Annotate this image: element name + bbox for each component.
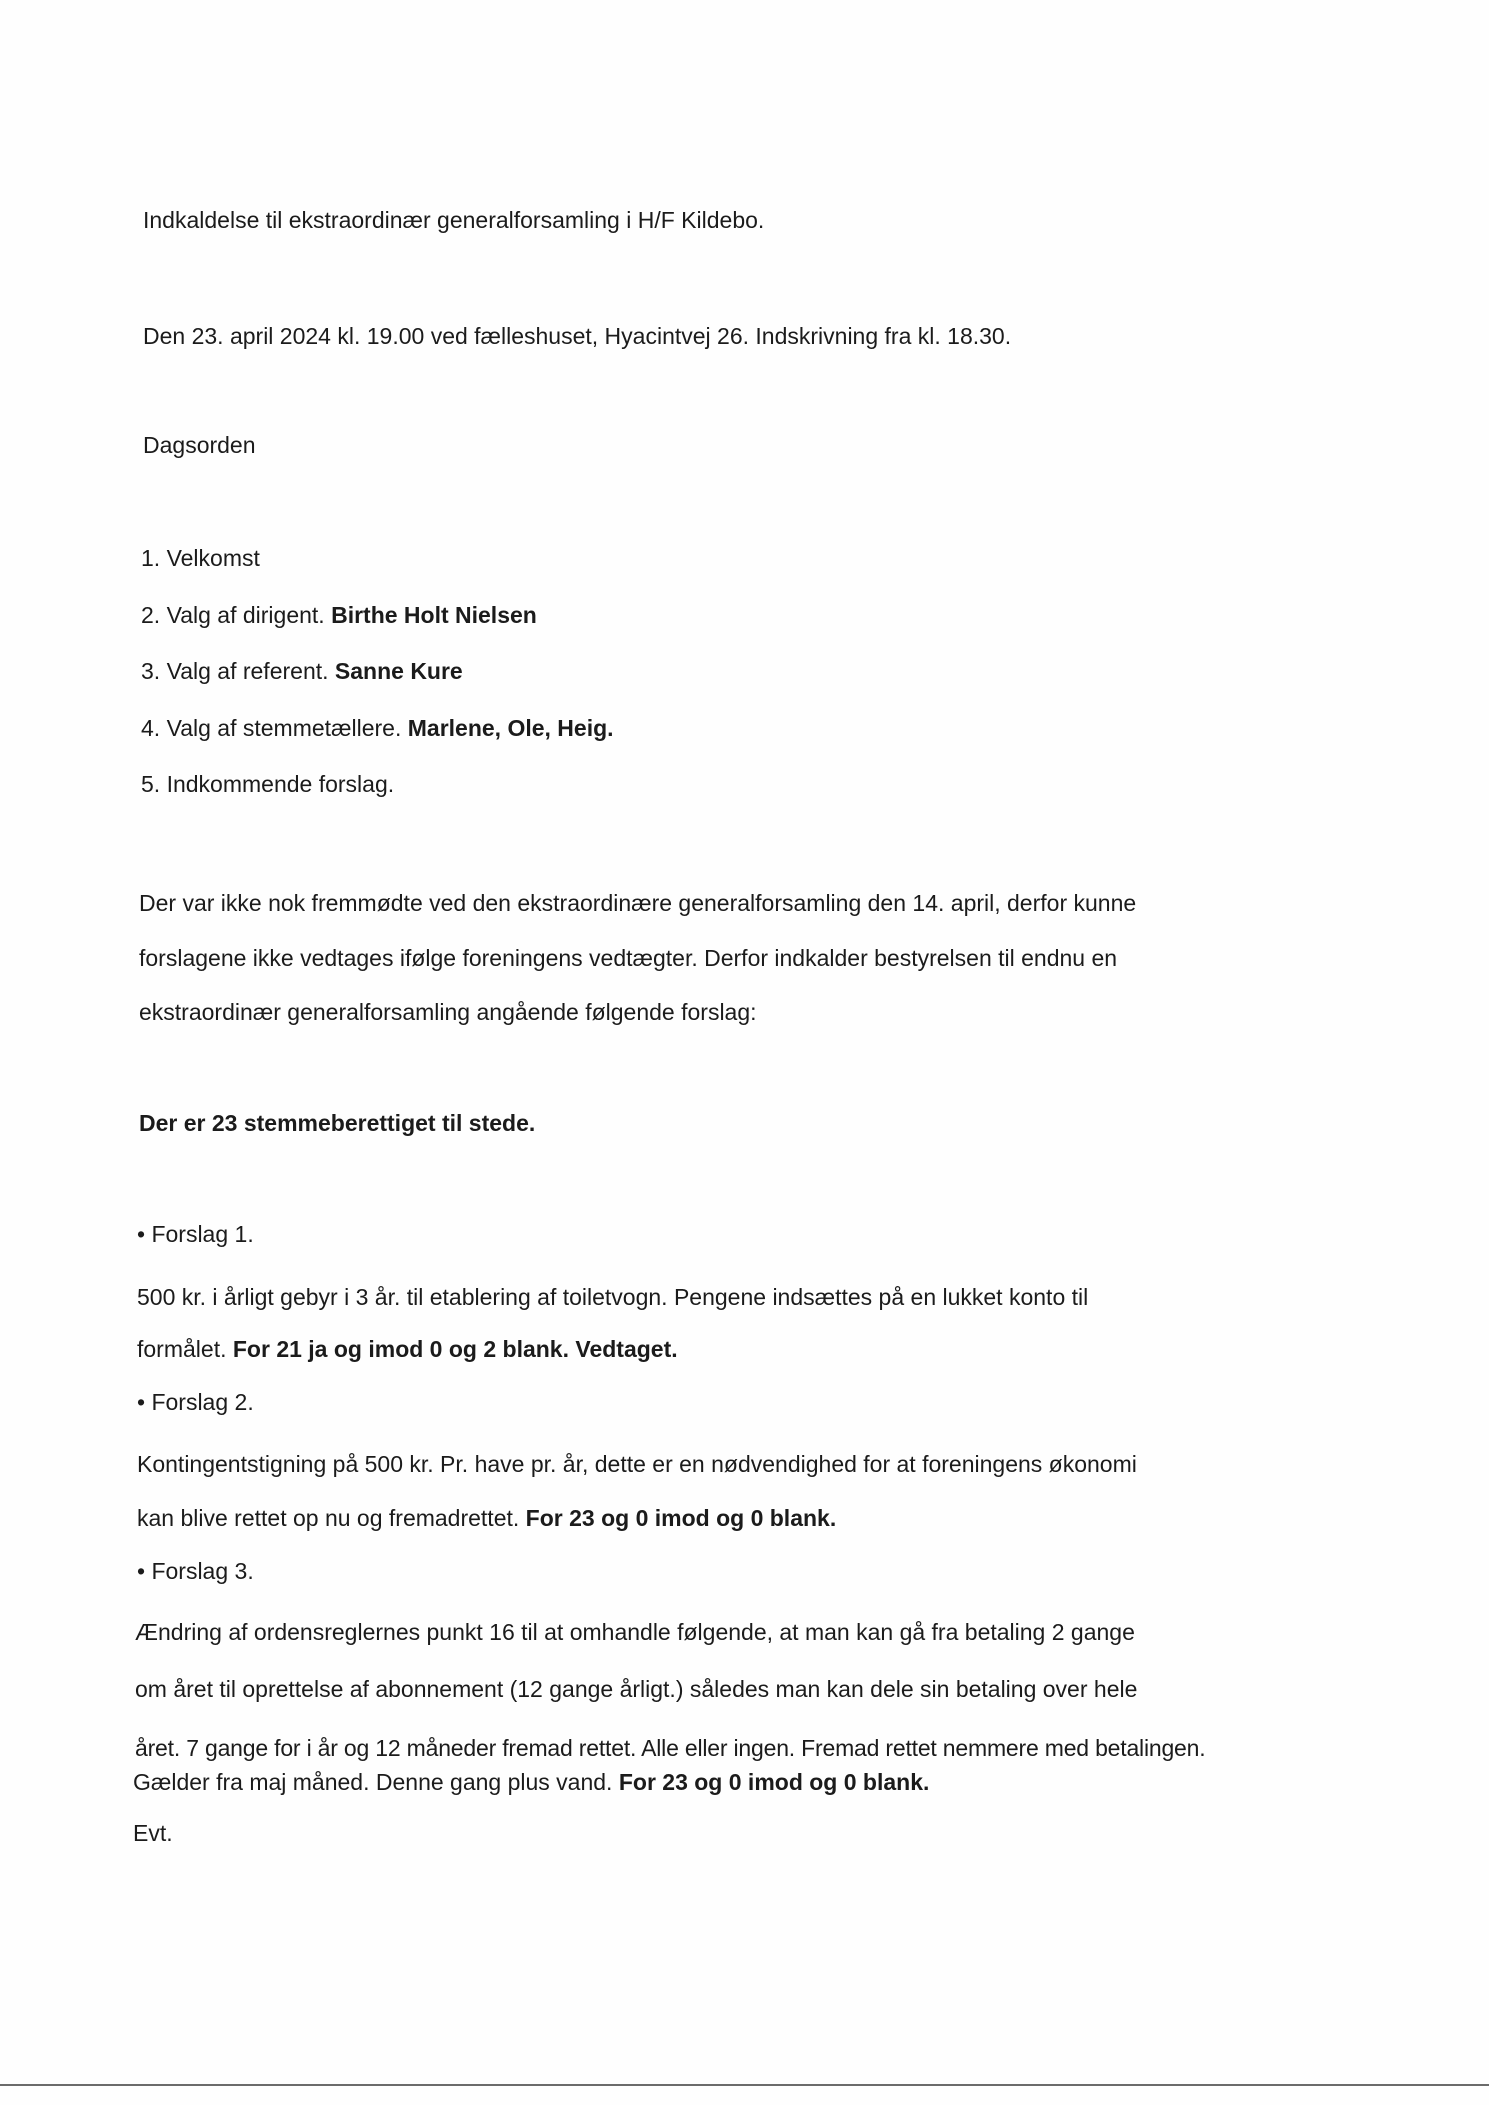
proposal-3-text: året. 7 gange for i år og 12 måneder fremad rettet. Alle eller ingen. Fremad rettet nemmere med betalingen. — [135, 1735, 1206, 1761]
intro-line: ekstraordinær generalforsamling angående følgende forslag: — [139, 999, 757, 1025]
proposal-3-heading: • Forslag 3. — [137, 1558, 254, 1584]
agenda-item: 4. Valg af stemmetællere. Marlene, Ole, Heig. — [141, 715, 614, 741]
proposal-2-text: Kontingentstigning på 500 kr. Pr. have pr. år, dette er en nødvendighed for at foreningens økonomi — [137, 1451, 1137, 1477]
intro-line: Der var ikke nok fremmødte ved den ekstraordinære generalforsamling den 14. april, derfor kunne — [139, 890, 1137, 916]
document-title: Indkaldelse til ekstraordinær generalforsamling i H/F Kildebo. — [143, 207, 765, 233]
page-bottom-rule — [0, 2084, 1489, 2086]
intro-line: forslagene ikke vedtages ifølge foreningens vedtægter. Derfor indkalder bestyrelsen til endnu en — [139, 945, 1118, 971]
agenda-item: 2. Valg af dirigent. Birthe Holt Nielsen — [141, 602, 537, 628]
proposal-3-text: Ændring af ordensreglernes punkt 16 til at omhandle følgende, at man kan gå fra betaling 2 gange — [135, 1619, 1135, 1645]
agenda-heading: Dagsorden — [143, 432, 256, 458]
proposal-1-heading: • Forslag 1. — [137, 1221, 254, 1247]
closing-item: Evt. — [133, 1820, 173, 1846]
proposal-1-text: 500 kr. i årligt gebyr i 3 år. til etablering af toiletvogn. Pengene indsættes på en lukket konto til — [137, 1284, 1089, 1310]
proposal-3-result: Gælder fra maj måned. Denne gang plus vand. For 23 og 0 imod og 0 blank. — [133, 1769, 930, 1795]
agenda-item: 1. Velkomst — [141, 545, 260, 571]
agenda-item: 5. Indkommende forslag. — [141, 771, 395, 797]
proposal-2-result: kan blive rettet op nu og fremadrettet. For 23 og 0 imod og 0 blank. — [137, 1505, 837, 1531]
meeting-info: Den 23. april 2024 kl. 19.00 ved fælleshuset, Hyacintvej 26. Indskrivning fra kl. 18.30. — [143, 323, 1012, 349]
agenda-item: 3. Valg af referent. Sanne Kure — [141, 658, 463, 684]
attendance-note: Der er 23 stemmeberettiget til stede. — [139, 1110, 536, 1136]
proposal-3-text: om året til oprettelse af abonnement (12 gange årligt.) således man kan dele sin betaling over hele — [135, 1676, 1138, 1702]
proposal-2-heading: • Forslag 2. — [137, 1389, 254, 1415]
proposal-1-result: formålet. For 21 ja og imod 0 og 2 blank. Vedtaget. — [137, 1336, 678, 1362]
